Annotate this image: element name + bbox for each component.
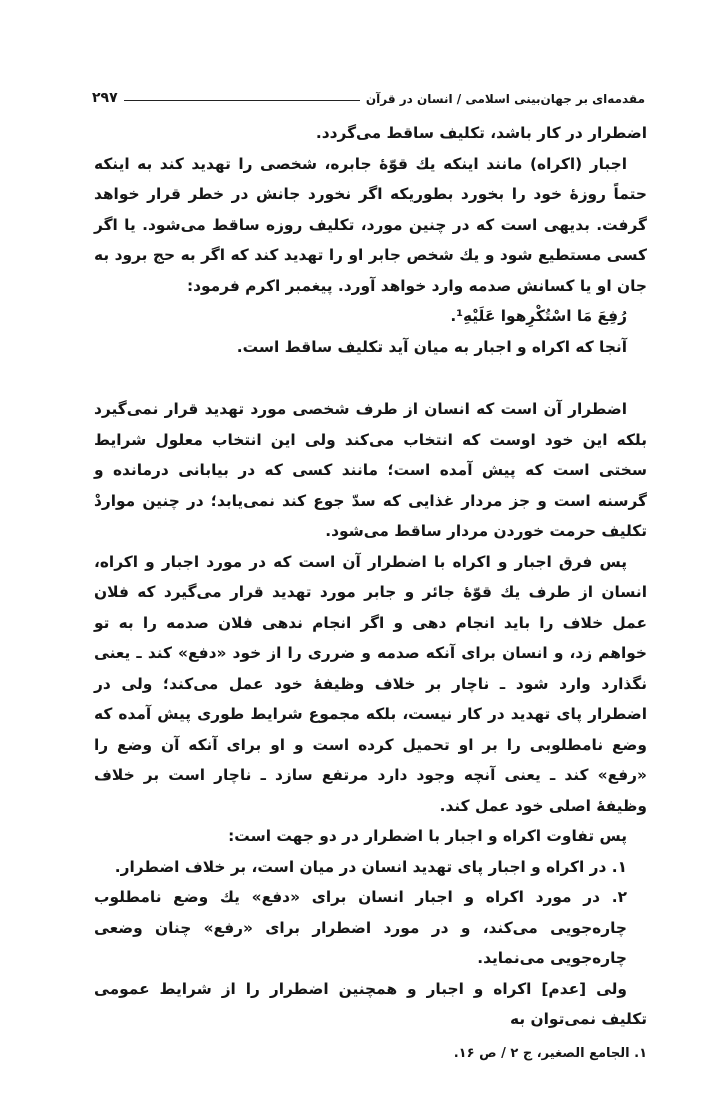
list-text: در مورد اکراه و اجبار انسان برای «دفع» یك وضع نامطلوب چاره‌جویی می‌کند، و در مورد اضطرار برای «رفع» چنان وضعی چاره‌جویی می‌نماید.	[94, 888, 627, 967]
footnote: ۱. الجامع الصغیر، ج ۲ / ص ۱۶.	[453, 1046, 647, 1061]
running-title: مقدمه‌ای بر جهان‌بینی اسلامی / انسان در قرآن	[365, 92, 645, 106]
paragraph-ikrah: اجبار (اکراه) مانند اینکه یك قوّهٔ جابره، شخصی را تهدید کند به اینکه حتماً روزهٔ خود را بخورد بطوریکه اگر نخورد جانش در خطر قرار خواهد گرفت. بدیهی است که در چنین مورد، تکلیف روزه ساقط می‌شود. یا اگر کسی مستطیع شود و یك شخص جابر او را تهدید کند که اگر به حج برود به جان او یا کسانش صدمه وارد خواهد آورد. پیغمبر اکرم فرمود:	[94, 154, 647, 295]
page-number: ۲۹۷	[92, 90, 118, 106]
paragraph-iztirar: اضطرار آن است که انسان از طرف شخصی مورد تهدید قرار نمی‌گیرد بلکه این خود اوست که انتخاب می‌کند ولی این انتخاب معلول شرایط سختی است که پیش آمده است؛ مانند کسی که در بیابانی درمانده و گرسنه است و جز مردار غذایی که سدّ جوع کند نمی‌یابد؛ در چنین مواردْ تکلیف حرمت خوردن مردار ساقط می‌شود.	[94, 400, 647, 540]
list-text: در اکراه و اجبار پای تهدید انسان در میان است، بر خلاف اضطرار.	[114, 857, 607, 876]
paragraph-difference: پس فرق اجبار و اکراه با اضطرار آن است که در مورد اجبار و اکراه، انسان از طرف یك قوّهٔ جائر و جابر مورد تهدید قرار می‌گیرد که فلان عمل خلاف را باید انجام دهی و اگر انجام ندهی فلان صدمه را به تو خواهم زد، و انسان برای آنکه صدمه و ضرری را از خود «دفع» کند ـ یعنی نگذارد وارد شود ـ ناچار بر خلاف وظیفهٔ خود عمل می‌کند؛ ولی در اضطرار پای تهدید در کار نیست، بلکه مجموع شرایط طوری پیش آمده که وضع نامطلوبی را بر او تحمیل کرده است و او برای آنکه آن وضع را «رفع» کند ـ یعنی آنچه وجود دارد مرتفع سازد ـ ناچار است بر خلاف وظیفهٔ اصلی خود عمل کند.	[94, 552, 647, 815]
list-item	[94, 882, 647, 974]
list-number: ۱.	[611, 857, 627, 876]
hadith-translation: آنجا که اکراه و اجبار به میان آید تکلیف ساقط است.	[236, 337, 627, 356]
paragraph-continuation: اضطرار در کار باشد، تکلیف ساقط می‌گردد.	[315, 124, 647, 142]
hadith-quote: رُفِعَ مَا اسْتُکْرِهوا عَلَیْهِ¹.	[450, 307, 627, 325]
list-number: ۲.	[611, 888, 628, 906]
page-header	[92, 84, 645, 106]
list-item	[94, 852, 647, 883]
paragraph-final: ولی [عدم] اکراه و اجبار و همچنین اضطرار را از شرایط عمومی تکلیف نمی‌توان به	[94, 979, 647, 1028]
paragraph-two-aspects: پس تفاوت اکراه و اجبار با اضطرار در دو جهت است:	[228, 827, 627, 845]
page-body	[94, 118, 647, 1035]
header-rule	[124, 100, 360, 101]
